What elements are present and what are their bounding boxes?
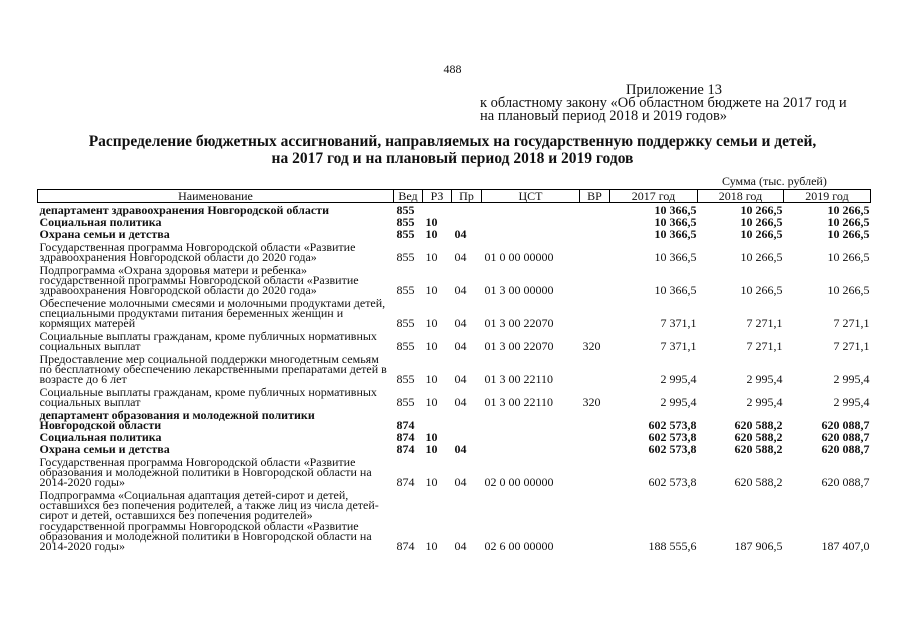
table-cell-cst <box>482 227 580 239</box>
table-cell-2018: 2 995,4 <box>746 395 783 409</box>
table-cell-2017: 602 573,8 <box>648 418 697 432</box>
table-cell-rz: 10 <box>425 539 438 553</box>
table-cell-rz <box>423 407 452 430</box>
header-ved: Вед <box>394 190 423 203</box>
table-cell-cst <box>482 407 580 430</box>
table-cell-name: департамент здравоохранения Новгородской области <box>39 203 329 217</box>
table-cell-2019: 10 266,5 <box>827 215 870 229</box>
table-cell-name: Подпрограмма «Социальная адаптация детей-сирот и детей, оставшихся без попечения родителей, а также лиц из числа детей-сирот и детей, оставшихся без попечения родителей» государственной программы Новгородской области «Развитие образования и молодежной политики в Новгородской области на 2014-2020 годы» <box>39 487 379 553</box>
table-row <box>38 351 871 384</box>
table-cell-vr <box>580 203 610 216</box>
table-cell-rz: 10 <box>425 395 438 409</box>
table-row <box>38 239 871 262</box>
header-2019: 2019 год <box>784 190 871 203</box>
table-cell-pr: 04 <box>454 316 467 330</box>
table-cell-rz: 10 <box>425 283 438 297</box>
appendix-note <box>480 84 880 123</box>
table-cell-pr: 04 <box>454 339 467 353</box>
table-cell-2017: 602 573,8 <box>648 442 697 456</box>
table-cell-cst: 01 3 00 22110 <box>484 395 554 409</box>
document-title <box>40 133 865 167</box>
table-cell-cst: 02 6 00 00000 <box>484 539 554 553</box>
appendix-line-1: Приложение 13 <box>626 82 722 98</box>
table-cell-rz: 10 <box>425 475 438 489</box>
table-cell-name: Охрана семьи и детства <box>39 442 170 456</box>
table-cell-2018: 2 995,4 <box>746 372 783 386</box>
units-label: Сумма (тыс. рублей) <box>722 174 827 188</box>
table-cell-cst <box>482 442 580 454</box>
table-cell-2019: 620 088,7 <box>821 442 870 456</box>
table-cell-2018: 7 271,1 <box>746 316 783 330</box>
table-row <box>38 407 871 430</box>
table-cell-2017: 10 366,5 <box>654 203 697 217</box>
table-cell-vr <box>580 351 610 384</box>
table-cell-name: Социальная политика <box>39 215 162 229</box>
table-cell-cst <box>482 430 580 442</box>
table-cell-pr: 04 <box>454 442 467 456</box>
table-cell-pr <box>452 203 482 216</box>
table-cell-rz: 10 <box>425 227 438 241</box>
table-row <box>38 262 871 295</box>
table-row <box>38 487 871 551</box>
table-cell-vr: 320 <box>582 395 601 409</box>
table-cell-cst <box>482 215 580 227</box>
table-cell-cst: 01 0 00 00000 <box>484 250 554 264</box>
table-cell-rz: 10 <box>425 316 438 330</box>
title-line-2: на 2017 год и на плановый период 2018 и 2019 годов <box>271 150 634 167</box>
table-cell-rz: 10 <box>425 250 438 264</box>
header-2018: 2018 год <box>698 190 784 203</box>
table-row <box>38 295 871 328</box>
table-cell-vr <box>580 239 610 262</box>
appendix-line-2: к областному закону «Об областном бюджете на 2017 год и <box>480 95 847 111</box>
table-cell-pr: 04 <box>454 539 467 553</box>
table-cell-vr <box>580 227 610 239</box>
table-cell-2019: 7 271,1 <box>833 339 870 353</box>
table-cell-name: департамент образования и молодежной политики Новгородской области <box>39 407 315 432</box>
table-row <box>38 454 871 487</box>
title-line-1: Распределение бюджетных ассигнований, направляемых на государственную поддержку семьи и детей, <box>88 133 817 150</box>
table-cell-ved: 874 <box>396 539 415 553</box>
table-cell-ved: 855 <box>396 203 415 217</box>
table-cell-vr <box>580 262 610 295</box>
table-cell-name: Охрана семьи и детства <box>39 227 170 241</box>
table-cell-pr <box>452 430 482 442</box>
table-cell-2019: 10 266,5 <box>827 250 870 264</box>
table-cell-2017: 10 366,5 <box>654 215 697 229</box>
table-cell-2019: 187 407,0 <box>821 539 870 553</box>
table-cell-2019: 2 995,4 <box>833 372 870 386</box>
table-cell-2018: 620 588,2 <box>734 442 783 456</box>
header-name: Наименование <box>38 190 394 203</box>
table-cell-2018: 10 266,5 <box>740 215 783 229</box>
table-cell-name: Социальная политика <box>39 430 162 444</box>
table-cell-2018: 187 906,5 <box>734 539 783 553</box>
table-cell-2018: 10 266,5 <box>740 283 783 297</box>
table-cell-cst: 01 3 00 22070 <box>484 339 554 353</box>
header-2017: 2017 год <box>610 190 698 203</box>
table-cell-ved: 855 <box>396 395 415 409</box>
table-cell-rz: 10 <box>425 372 438 386</box>
table-cell-ved: 855 <box>396 215 415 229</box>
table-cell-ved: 874 <box>396 475 415 489</box>
table-cell-pr: 04 <box>454 227 467 241</box>
table-cell-2019: 620 088,7 <box>821 475 870 489</box>
table-row <box>38 227 871 239</box>
table-row <box>38 442 871 454</box>
header-rz: РЗ <box>423 190 452 203</box>
table-cell-2019: 10 266,5 <box>827 203 870 217</box>
table-cell-2019: 10 266,5 <box>827 283 870 297</box>
table-cell-2017: 10 366,5 <box>654 250 697 264</box>
table-cell-2018: 620 588,2 <box>734 430 783 444</box>
page-number: 488 <box>443 62 462 76</box>
table-cell-ved: 855 <box>396 227 415 241</box>
table-cell-2017: 10 366,5 <box>654 227 697 241</box>
table-cell-cst: 02 0 00 00000 <box>484 475 554 489</box>
table-cell-rz: 10 <box>425 339 438 353</box>
appendix-line-3: на плановый период 2018 и 2019 годов» <box>480 108 728 124</box>
table-row <box>38 215 871 227</box>
table-cell-2017: 2 995,4 <box>660 372 697 386</box>
table-cell-2017: 2 995,4 <box>660 395 697 409</box>
table-cell-cst: 01 3 00 22110 <box>484 372 554 386</box>
table-cell-2017: 7 371,1 <box>660 339 697 353</box>
table-cell-ved: 874 <box>396 430 415 444</box>
table-cell-rz: 10 <box>425 215 438 229</box>
table-row <box>38 384 871 407</box>
table-cell-2018: 10 266,5 <box>740 250 783 264</box>
table-cell-name: Подпрограмма «Охрана здоровья матери и ребенка» государственной программы Новгородской области «Развитие здравоохранения Новгородской области до 2020 года» <box>39 262 359 297</box>
header-cst: ЦСТ <box>482 190 580 203</box>
table-cell-2019: 10 266,5 <box>827 227 870 241</box>
table-cell-vr <box>580 215 610 227</box>
table-cell-rz: 10 <box>425 442 438 456</box>
table-row <box>38 203 871 216</box>
table-cell-pr: 04 <box>454 372 467 386</box>
table-cell-ved: 855 <box>396 283 415 297</box>
table-cell-2017: 602 573,8 <box>648 475 697 489</box>
table-cell-2017: 7 371,1 <box>660 316 697 330</box>
table-cell-ved: 855 <box>396 250 415 264</box>
table-cell-pr: 04 <box>454 395 467 409</box>
table-cell-2019: 2 995,4 <box>833 395 870 409</box>
table-cell-name: Обеспечение молочными смесями и молочными продуктами детей, специальными продуктами питания беременных женщин и кормящих матерей <box>39 295 386 330</box>
table-cell-cst <box>482 203 580 216</box>
table-cell-2019: 620 088,7 <box>821 430 870 444</box>
table-cell-ved: 874 <box>396 418 415 432</box>
table-cell-cst: 01 3 00 00000 <box>484 283 554 297</box>
table-cell-pr <box>452 407 482 430</box>
table-cell-ved: 855 <box>396 372 415 386</box>
table-row <box>38 430 871 442</box>
table-cell-2018: 7 271,1 <box>746 339 783 353</box>
table-cell-2018: 10 266,5 <box>740 203 783 217</box>
table-row <box>38 328 871 351</box>
table-cell-pr <box>452 215 482 227</box>
table-cell-2017: 188 555,6 <box>648 539 697 553</box>
header-vr: ВР <box>580 190 610 203</box>
table-cell-vr <box>580 407 610 430</box>
table-cell-2018: 10 266,5 <box>740 227 783 241</box>
table-cell-ved: 855 <box>396 316 415 330</box>
table-cell-pr: 04 <box>454 250 467 264</box>
table-cell-2019: 620 088,7 <box>821 418 870 432</box>
table-cell-cst: 01 3 00 22070 <box>484 316 554 330</box>
budget-table <box>37 189 871 551</box>
table-cell-vr <box>580 430 610 442</box>
table-header-row <box>38 190 871 203</box>
table-cell-name: Социальные выплаты гражданам, кроме публичных нормативных социальных выплат <box>39 328 377 353</box>
header-pr: Пр <box>452 190 482 203</box>
table-cell-pr: 04 <box>454 283 467 297</box>
table-cell-vr <box>580 454 610 487</box>
table-cell-vr: 320 <box>582 339 601 353</box>
table-cell-rz: 10 <box>425 430 438 444</box>
table-cell-2019: 7 271,1 <box>833 316 870 330</box>
table-cell-2018: 620 588,2 <box>734 418 783 432</box>
table-cell-name: Государственная программа Новгородской области «Развитие здравоохранения Новгородской области до 2020 года» <box>39 239 356 264</box>
table-cell-name: Государственная программа Новгородской области «Развитие образования и молодежной политики в Новгородской области на 2014-2020 годы» <box>39 454 372 489</box>
table-cell-2017: 10 366,5 <box>654 283 697 297</box>
table-cell-vr <box>580 487 610 551</box>
table-cell-name: Предоставление мер социальной поддержки многодетным семьям по бесплатному обеспечению лекарственными препаратами детей в возрасте до 6 лет <box>39 351 387 386</box>
table-cell-name: Социальные выплаты гражданам, кроме публичных нормативных социальных выплат <box>39 384 377 409</box>
table-cell-ved: 874 <box>396 442 415 456</box>
table-cell-ved: 855 <box>396 339 415 353</box>
table-cell-pr: 04 <box>454 475 467 489</box>
table-cell-rz <box>423 203 452 216</box>
table-cell-2017: 602 573,8 <box>648 430 697 444</box>
table-cell-vr <box>580 442 610 454</box>
table-cell-2018: 620 588,2 <box>734 475 783 489</box>
table-cell-vr <box>580 295 610 328</box>
